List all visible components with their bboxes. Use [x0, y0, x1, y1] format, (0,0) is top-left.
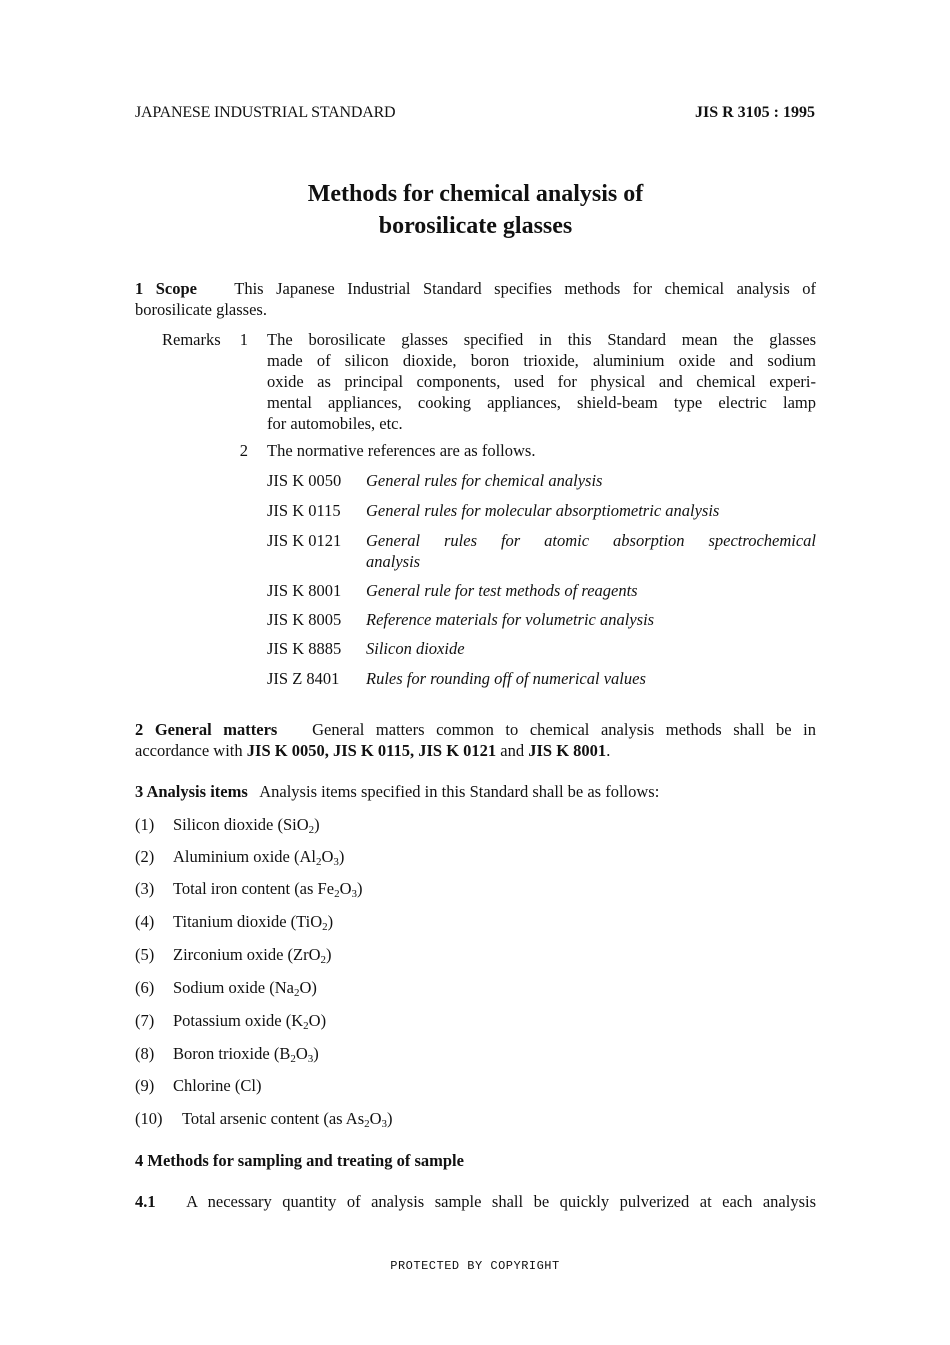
reference-title: Rules for rounding off of numerical values: [366, 669, 646, 688]
reference-code: JIS K 8885: [267, 639, 342, 658]
item-subscript: 3: [307, 1053, 314, 1065]
reference-title: General rules for molecular absorptiometric analysis: [366, 501, 720, 520]
item-number: (5): [135, 945, 155, 964]
reference-code: JIS K 8001: [267, 581, 342, 600]
general-matters-text: General matters common to chemical analysis methods shall be in: [312, 720, 817, 739]
subsection-number: 4.1: [135, 1192, 156, 1211]
item-subscript: 3: [381, 1118, 388, 1130]
item-subscript: 2: [294, 987, 300, 999]
analysis-items-intro: [135, 781, 816, 802]
item-name: Potassium oxide (K: [173, 1011, 304, 1030]
item-name: Chlorine (Cl): [173, 1076, 262, 1095]
remark-2-text: The normative references are as follows.: [267, 441, 536, 460]
analysis-item: [173, 878, 362, 899]
header-standard-number: JIS R 3105 : 1995: [694, 104, 815, 121]
copyright-footer: PROTECTED BY COPYRIGHT: [390, 1259, 560, 1273]
item-name: Aluminium oxide (Al: [173, 847, 316, 866]
item-mid: O: [369, 1109, 382, 1128]
analysis-item: [173, 814, 320, 835]
item-number: (3): [135, 879, 155, 898]
analysis-item: [173, 1010, 326, 1031]
reference-code: JIS K 0121: [267, 531, 342, 550]
general-matters-text-b: accordance with: [135, 741, 243, 760]
analysis-item: [173, 1075, 261, 1096]
remark-1-number: 1: [239, 330, 248, 349]
item-name: Boron trioxide (B: [173, 1044, 291, 1063]
item-mid: O: [321, 847, 334, 866]
item-number: (7): [135, 1011, 155, 1030]
general-matters-heading: 2 General matters: [135, 720, 278, 739]
reference-code: JIS K 0050: [267, 471, 342, 490]
remark-1-text: [267, 329, 816, 434]
item-number: (1): [135, 815, 155, 834]
analysis-items-heading: 3 Analysis items: [135, 782, 248, 801]
item-number: (8): [135, 1044, 155, 1063]
general-matters-ref-last: JIS K 8001: [528, 741, 607, 760]
item-tail: ): [313, 1044, 319, 1063]
item-tail: O): [308, 1011, 327, 1030]
general-matters-line1: [135, 719, 816, 740]
reference-title: General rule for test methods of reagents: [366, 581, 638, 600]
item-subscript: 2: [316, 856, 322, 868]
item-name: Sodium oxide (Na: [173, 978, 294, 997]
reference-code: JIS K 0115: [267, 501, 341, 520]
item-mid: O: [339, 879, 352, 898]
item-subscript: 2: [290, 1053, 296, 1065]
analysis-item: [173, 1043, 319, 1064]
item-tail: ): [356, 879, 363, 898]
item-name: Total iron content (as Fe: [173, 879, 335, 898]
reference-title-multiline: [366, 530, 816, 572]
item-name: Silicon dioxide (SiO: [173, 815, 309, 834]
item-tail: ): [338, 847, 345, 866]
document-title: [135, 178, 816, 242]
scope-heading: 1 Scope: [135, 279, 198, 298]
analysis-item: [173, 977, 317, 998]
item-subscript: 2: [308, 824, 315, 836]
sampling-heading: 4 Methods for sampling and treating of sample: [135, 1151, 464, 1170]
item-mid: O: [295, 1044, 308, 1063]
reference-title-line: analysis: [366, 552, 421, 571]
item-subscript: 2: [322, 921, 328, 933]
general-matters-and: and: [500, 741, 525, 760]
item-number: (6): [135, 978, 155, 997]
remark-1-line: The borosilicate glasses specified in this Standard mean the glasses: [267, 330, 816, 349]
remark-1-line: oxide as principal components, used for physical and chemical experi-: [267, 372, 816, 391]
item-subscript: 2: [303, 1020, 309, 1032]
remark-1-line: for automobiles, etc.: [267, 414, 403, 433]
item-tail: ): [314, 815, 320, 834]
item-subscript: 3: [333, 856, 339, 868]
reference-code: JIS Z 8401: [267, 669, 340, 688]
reference-title: General rules for chemical analysis: [366, 471, 603, 490]
reference-title: Reference materials for volumetric analysis: [366, 610, 655, 629]
scope-text-line1: This Japanese Industrial Standard specifies methods for chemical analysis of: [234, 279, 817, 298]
title-line-2: borosilicate glasses: [378, 213, 573, 239]
item-subscript: 2: [320, 954, 327, 966]
reference-title-line: General rules for atomic absorption spectrochemical: [366, 531, 816, 550]
subsection-text: A necessary quantity of analysis sample shall be quickly pulverized at each analysis: [186, 1192, 816, 1211]
item-number: (10): [135, 1109, 163, 1128]
remark-1-line: made of silicon dioxide, boron trioxide, aluminium oxide and sodium: [267, 351, 816, 370]
scope-paragraph-line1: [135, 278, 816, 299]
analysis-items-text: Analysis items specified in this Standard shall be as follows:: [259, 782, 660, 801]
scope-text-line2: borosilicate glasses.: [135, 300, 267, 319]
analysis-item: [173, 911, 333, 932]
general-matters-line2: [135, 740, 816, 761]
analysis-item: [173, 846, 344, 867]
item-tail: ): [326, 945, 332, 964]
remark-1-line: mental appliances, cooking appliances, shield-beam type electric lamp: [267, 393, 816, 412]
header-standard-label: JAPANESE INDUSTRIAL STANDARD: [135, 104, 396, 121]
item-subscript: 2: [334, 888, 340, 900]
analysis-item: [182, 1108, 393, 1129]
item-number: (4): [135, 912, 155, 931]
analysis-item: [173, 944, 332, 965]
reference-title: Silicon dioxide: [366, 639, 465, 658]
title-line-1: Methods for chemical analysis of: [307, 181, 644, 207]
remark-2-number: 2: [239, 441, 248, 460]
item-name: Titanium dioxide (TiO: [173, 912, 323, 931]
subsection-4-1: [135, 1191, 816, 1212]
reference-code: JIS K 8005: [267, 610, 342, 629]
item-name: Total arsenic content (as As: [182, 1109, 365, 1128]
general-matters-period: .: [606, 741, 611, 760]
item-tail: ): [327, 912, 334, 931]
item-subscript: 3: [351, 888, 357, 900]
item-tail: ): [387, 1109, 393, 1128]
item-tail: O): [299, 978, 317, 997]
remarks-label: Remarks: [162, 330, 221, 349]
item-number: (2): [135, 847, 155, 866]
general-matters-refs: JIS K 0050, JIS K 0115, JIS K 0121: [246, 741, 497, 760]
item-name: Zirconium oxide (ZrO: [173, 945, 321, 964]
item-subscript: 2: [364, 1118, 370, 1130]
item-number: (9): [135, 1076, 155, 1095]
